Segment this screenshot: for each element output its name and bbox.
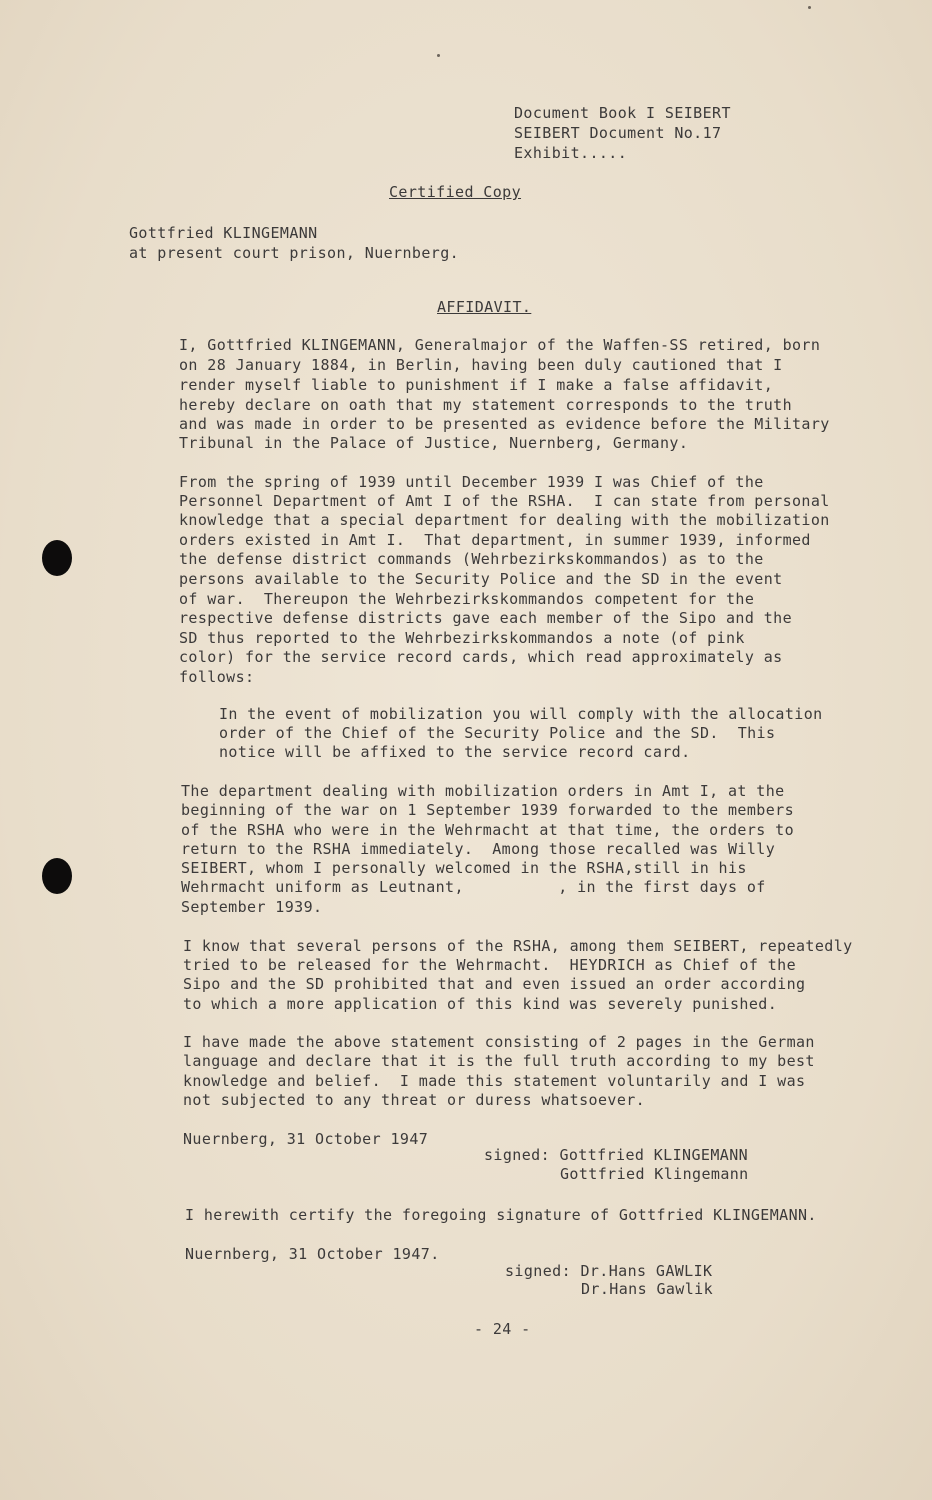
affidavit-title: AFFIDAVIT. [437, 298, 532, 316]
paragraph-line: tried to be released for the Wehrmacht. HEYDRICH as Chief of the [183, 956, 796, 974]
paragraph-line: knowledge and belief. I made this statement voluntarily and I was [183, 1072, 806, 1090]
certification-line: I herewith certify the foregoing signature of Gottfried KLINGEMANN. [185, 1206, 817, 1224]
paragraph-line: From the spring of 1939 until December 1939 I was Chief of the [179, 473, 764, 491]
paragraph-line: and was made in order to be presented as evidence before the Military [179, 415, 830, 433]
page-number: - 24 - [474, 1320, 531, 1338]
signatory-name: Gottfried Klingemann [560, 1165, 749, 1183]
paragraph-line: color) for the service record cards, which read approximately as [179, 648, 783, 666]
paragraph-line: return to the RSHA immediately. Among those recalled was Willy [181, 840, 776, 858]
paragraph-line: SD thus reported to the Wehrbezirkskommandos a note (of pink [179, 629, 745, 647]
paragraph-line: language and declare that it is the full truth according to my best [183, 1052, 815, 1070]
paragraph-line: I have made the above statement consisting of 2 pages in the German [183, 1033, 815, 1051]
paragraph-line: render myself liable to punishment if I make a false affidavit, [179, 376, 774, 394]
header-line-book: Document Book I SEIBERT [514, 104, 731, 122]
paragraph-line: Sipo and the SD prohibited that and even issued an order according [183, 975, 806, 993]
paragraph-line: of war. Thereupon the Wehrbezirkskommandos competent for the [179, 590, 755, 608]
paragraph-line: beginning of the war on 1 September 1939 forwarded to the members [181, 801, 794, 819]
certified-copy-heading: Certified Copy [389, 183, 522, 201]
paragraph-line: Personnel Department of Amt I of the RSHA. I can state from personal [179, 492, 830, 510]
paragraph-line: Tribunal in the Palace of Justice, Nuernberg, Germany. [179, 434, 689, 452]
paragraph-line: The department dealing with mobilization orders in Amt I, at the [181, 782, 785, 800]
quote-line: In the event of mobilization you will comply with the allocation [219, 705, 823, 723]
paragraph-line: follows: [179, 668, 255, 686]
certifier-signed-line: signed: Dr.Hans GAWLIK [505, 1262, 713, 1280]
paragraph-line: not subjected to any threat or duress whatsoever. [183, 1091, 646, 1109]
punch-hole [42, 858, 72, 894]
paper-speck [437, 54, 440, 57]
header-line-document: SEIBERT Document No.17 [514, 124, 722, 142]
paragraph-line: hereby declare on oath that my statement corresponds to the truth [179, 396, 792, 414]
paragraph-line: of the RSHA who were in the Wehrmacht at that time, the orders to [181, 821, 794, 839]
signed-line: signed: Gottfried KLINGEMANN [484, 1146, 749, 1164]
quote-line: notice will be affixed to the service record card. [219, 743, 691, 761]
affiant-location: at present court prison, Nuernberg. [129, 244, 460, 262]
punch-hole [42, 540, 72, 576]
paragraph-line: the defense district commands (Wehrbezirkskommandos) as to the [179, 550, 764, 568]
paragraph-line: I, Gottfried KLINGEMANN, Generalmajor of the Waffen-SS retired, born [179, 336, 821, 354]
paragraph-line: orders existed in Amt I. That department, in summer 1939, informed [179, 531, 811, 549]
affiant-name: Gottfried KLINGEMANN [129, 224, 318, 242]
signature-place-date: Nuernberg, 31 October 1947 [183, 1130, 429, 1148]
paragraph-line: knowledge that a special department for dealing with the mobilization [179, 511, 830, 529]
certifier-place-date: Nuernberg, 31 October 1947. [185, 1245, 440, 1263]
paragraph-line: on 28 January 1884, in Berlin, having been duly cautioned that I [179, 356, 783, 374]
paragraph-line: SEIBERT, whom I personally welcomed in the RSHA,still in his [181, 859, 747, 877]
paragraph-line: respective defense districts gave each member of the Sipo and the [179, 609, 792, 627]
header-line-exhibit: Exhibit..... [514, 144, 628, 162]
paragraph-line: September 1939. [181, 898, 323, 916]
paragraph-line: persons available to the Security Police and the SD in the event [179, 570, 783, 588]
certifier-name: Dr.Hans Gawlik [581, 1280, 714, 1298]
paper-speck [808, 6, 811, 9]
paragraph-line: Wehrmacht uniform as Leutnant, , in the first days of [181, 878, 766, 896]
paragraph-line: I know that several persons of the RSHA, among them SEIBERT, repeatedly [183, 937, 853, 955]
quote-line: order of the Chief of the Security Police and the SD. This [219, 724, 776, 742]
paragraph-line: to which a more application of this kind was severely punished. [183, 995, 778, 1013]
